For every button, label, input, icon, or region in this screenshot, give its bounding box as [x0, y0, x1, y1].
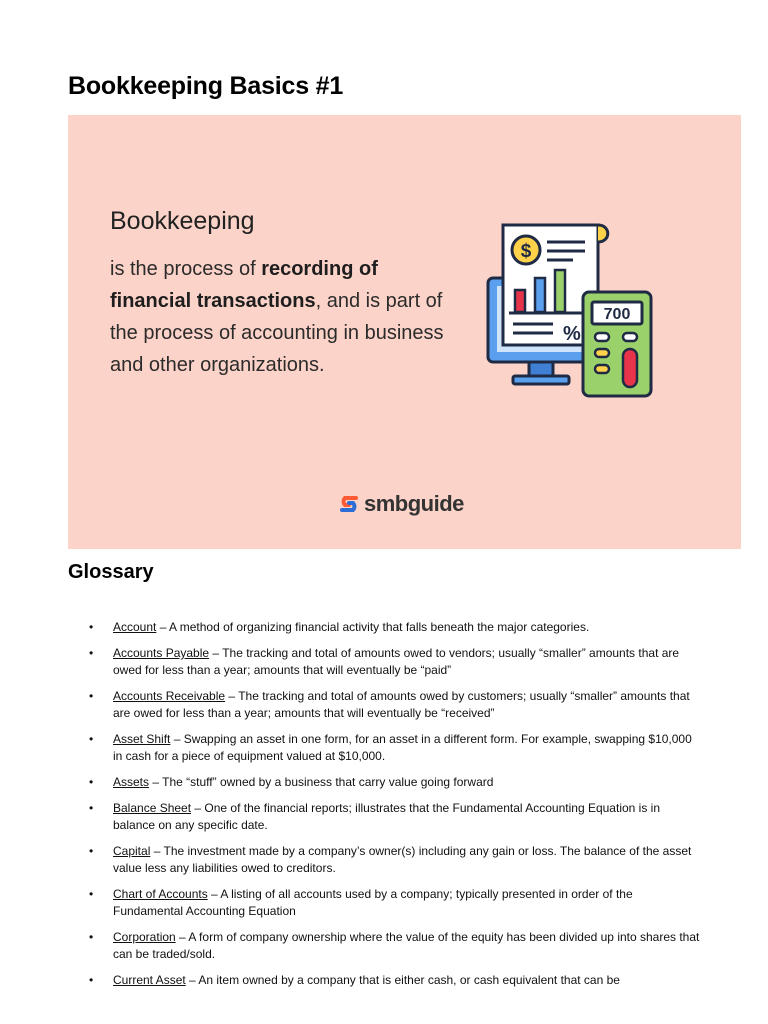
bullet-icon: • [89, 620, 94, 634]
glossary-term: Capital [113, 844, 151, 858]
glossary-term: Assets [113, 775, 150, 789]
glossary-item [88, 929, 703, 963]
glossary-term: Account [113, 620, 157, 634]
calculator-display: 700 [603, 306, 631, 323]
glossary-item [88, 731, 703, 765]
bullet-icon: • [89, 801, 94, 815]
glossary-definition: – The tracking and total of amounts owed to vendors; usually “smaller” amounts that are owed for less than a year; amounts that will eventually be “paid” [113, 646, 680, 677]
glossary-definition: – The tracking and total of amounts owed by customers; usually “smaller” amounts that are owed for less than a year; amounts that will eventually be “received” [113, 689, 690, 720]
bullet-icon: • [89, 973, 94, 987]
glossary-term: Corporation [113, 930, 176, 944]
finance-document-calculator-icon [483, 220, 658, 400]
bookkeeping-banner [68, 115, 741, 549]
percent-symbol: % [563, 323, 581, 345]
coin-symbol: $ [520, 241, 532, 262]
bullet-icon: • [89, 732, 94, 746]
brand-name: smbguide [364, 491, 464, 516]
page-title: Bookkeeping Basics #1 [68, 72, 344, 100]
bullet-icon: • [89, 930, 94, 944]
glossary-item [88, 688, 703, 722]
glossary-definition: – A listing of all accounts used by a company; typically presented in order of the Fundamental Accounting Equation [113, 887, 633, 918]
glossary-item [88, 972, 703, 989]
glossary-term: Accounts Payable [113, 646, 210, 660]
banner-body-suffix: , and is part of the process of accounting in business and other organizations. [110, 290, 444, 376]
glossary-definition: – The investment made by a company’s owner(s) including any gain or loss. The balance of the asset value less any liabilities owed to creditors. [113, 844, 692, 875]
glossary-term: Chart of Accounts [113, 887, 208, 901]
smbguide-logo-icon [338, 493, 360, 515]
glossary-item [88, 843, 703, 877]
banner-body-bold: recording of financial transactions [110, 258, 378, 312]
glossary-item [88, 886, 703, 920]
bullet-icon: • [89, 887, 94, 901]
glossary-item [88, 774, 703, 791]
glossary-definition: – A method of organizing financial activity that falls beneath the major categories. [156, 620, 590, 634]
glossary-list [88, 619, 703, 998]
glossary-term: Balance Sheet [113, 801, 192, 815]
glossary-definition: – Swapping an asset in one form, for an asset in a different form. For example, swapping $10,000 in cash for a piece of equipment valued at $10,000. [113, 732, 692, 763]
banner-heading: Bookkeeping [110, 207, 255, 235]
brand-logo [338, 489, 464, 519]
bullet-icon: • [89, 775, 94, 789]
glossary-term: Asset Shift [113, 732, 171, 746]
banner-body-prefix: is the process of [110, 258, 262, 280]
bullet-icon: • [89, 689, 94, 703]
glossary-term: Current Asset [113, 973, 186, 987]
banner-body [110, 253, 455, 381]
glossary-item [88, 800, 703, 834]
bullet-icon: • [89, 646, 94, 660]
bullet-icon: • [89, 844, 94, 858]
glossary-definition: – One of the financial reports; illustrates that the Fundamental Accounting Equation is in balance on any specific date. [113, 801, 661, 832]
glossary-definition: – The “stuff” owned by a business that carry value going forward [149, 775, 494, 789]
glossary-definition: – A form of company ownership where the value of the equity has been divided up into shares that can be traded/sold. [113, 930, 700, 961]
glossary-definition: – An item owned by a company that is either cash, or cash equivalent that can be [185, 973, 620, 987]
glossary-term: Accounts Receivable [113, 689, 226, 703]
glossary-item [88, 619, 703, 636]
glossary-heading: Glossary [68, 561, 154, 583]
glossary-item [88, 645, 703, 679]
